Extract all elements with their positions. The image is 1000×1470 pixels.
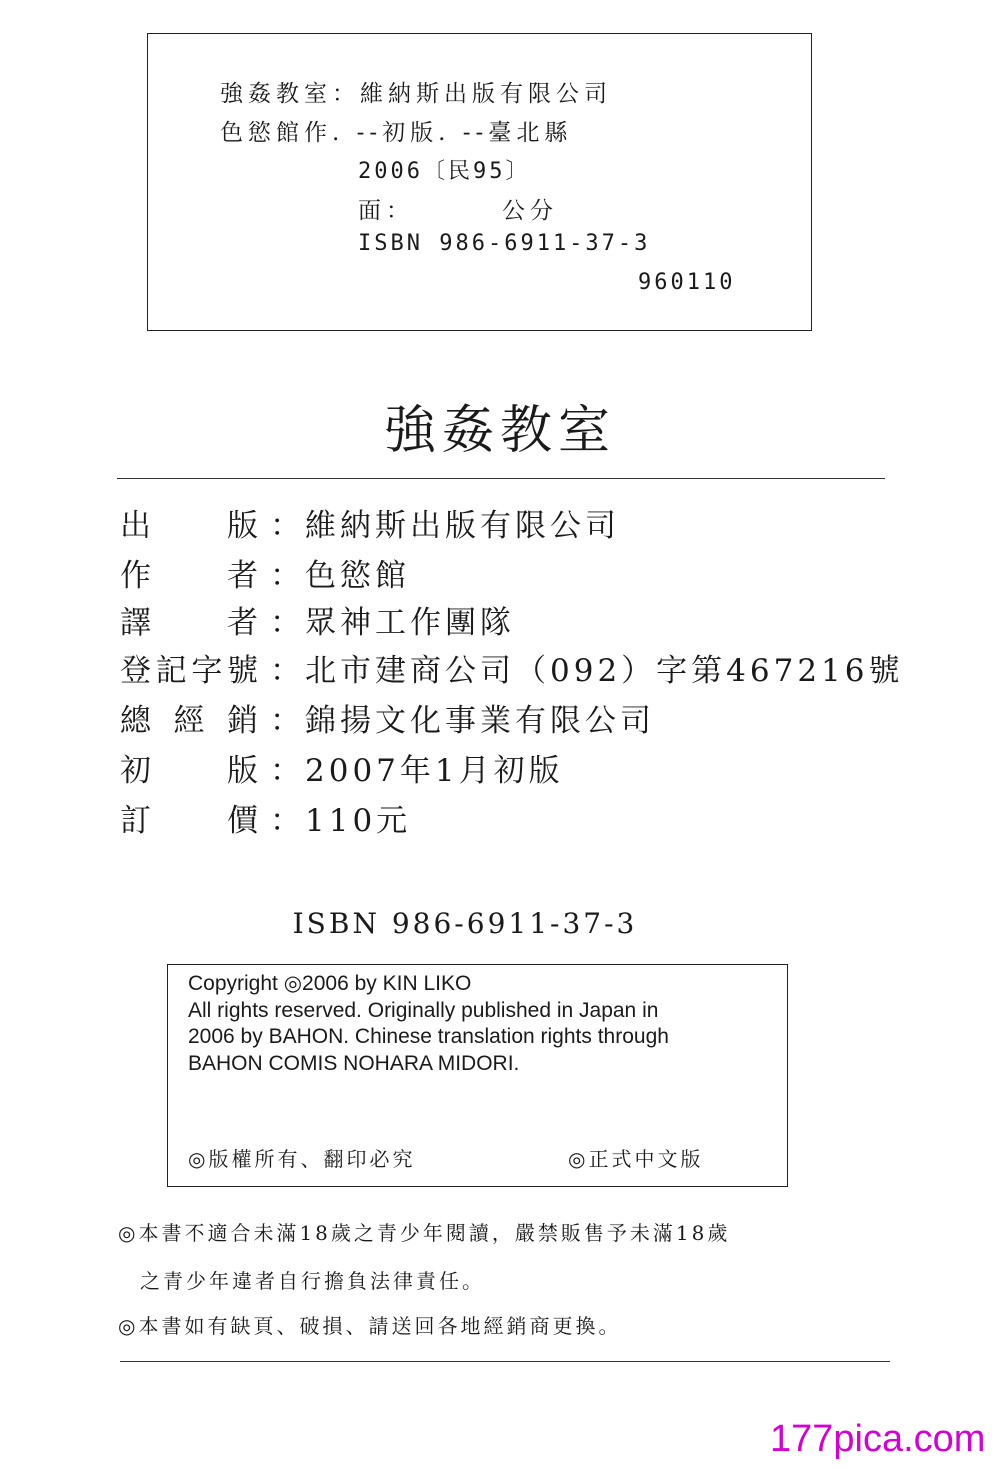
info-value: 錦揚文化事業有限公司: [305, 703, 655, 739]
info-label-char: 訂: [120, 803, 151, 839]
info-label: [120, 500, 258, 545]
info-label: [120, 645, 258, 690]
cip-isbn: ISBN 986-6911-37-3: [358, 231, 651, 256]
info-colon: ：: [270, 508, 301, 544]
info-label-char: 版: [227, 508, 258, 544]
title-divider: [117, 478, 885, 479]
age-restriction-notice: ◎本書不適合未滿18歲之青少年閱讀，嚴禁販售予未滿18歲: [118, 1221, 731, 1245]
copyright-box: [167, 964, 788, 1187]
info-label-char: 銷: [227, 703, 258, 739]
info-label-char: 譯: [120, 605, 151, 641]
bottom-divider: [120, 1361, 890, 1362]
info-colon: ：: [270, 653, 301, 689]
site-watermark: 177pica.com: [770, 1418, 986, 1460]
info-colon: ：: [270, 753, 301, 789]
cip-line-3: 2006〔民95〕: [358, 159, 531, 184]
info-label-char: 者: [227, 605, 258, 641]
book-title: 強姦教室: [383, 401, 616, 461]
info-label-char: 作: [120, 558, 151, 594]
defect-replacement-notice: ◎本書如有缺頁、破損、請送回各地經銷商更換。: [118, 1314, 622, 1338]
copyright-line-4: BAHON COMIS NOHARA MIDORI.: [188, 1051, 520, 1075]
info-label-char: 字: [191, 653, 223, 689]
info-value: 色慾館: [305, 558, 410, 594]
info-colon: ：: [270, 605, 301, 641]
rights-reserved-note: ◎版權所有、翻印必究: [188, 1147, 416, 1171]
cip-code: 960110: [638, 270, 736, 295]
info-label-char: 出: [120, 508, 151, 544]
info-label: [120, 795, 258, 840]
info-colon: ：: [270, 803, 301, 839]
info-label-char: 號: [226, 653, 258, 689]
info-label-char: 登: [120, 653, 151, 689]
info-value: 北市建商公司（092）字第467216號: [305, 653, 904, 689]
info-value: 2007年1月初版: [305, 753, 564, 789]
info-colon: ：: [270, 703, 301, 739]
info-value: 110元: [305, 803, 412, 839]
cip-dimension-label: 面：: [358, 198, 414, 224]
copyright-text: [188, 971, 788, 1077]
info-label-char: 總: [120, 703, 151, 739]
cip-line-2: 色慾館作. --初版. --臺北縣: [220, 120, 573, 146]
cip-dimension-unit: 公分: [502, 198, 558, 224]
info-colon: ：: [270, 558, 301, 594]
info-label: [120, 597, 258, 642]
info-label-char: 版: [227, 753, 258, 789]
info-label-char: 記: [155, 653, 187, 689]
copyright-line-1: Copyright ◎2006 by KIN LIKO: [188, 972, 472, 995]
info-value: 維納斯出版有限公司: [305, 508, 620, 544]
copyright-line-3: 2006 by BAHON. Chinese translation rights through: [188, 1025, 669, 1048]
info-label-char: 初: [120, 753, 151, 789]
copyright-line-2: All rights reserved. Originally published in Japan in: [188, 998, 659, 1022]
info-label-char: 價: [227, 803, 258, 839]
info-label: [120, 745, 258, 790]
info-label: [120, 695, 258, 740]
info-label-char: 經: [173, 703, 205, 739]
info-label: [120, 550, 258, 595]
age-restriction-notice-cont: 之青少年違者自行擔負法律責任。: [140, 1269, 485, 1293]
isbn-line: ISBN 986-6911-37-3: [292, 907, 638, 940]
info-label-char: 者: [227, 558, 258, 594]
cip-line-1: 強姦教室：維納斯出版有限公司: [220, 81, 612, 107]
info-value: 眾神工作團隊: [305, 605, 515, 641]
official-edition-note: ◎正式中文版: [568, 1147, 704, 1171]
